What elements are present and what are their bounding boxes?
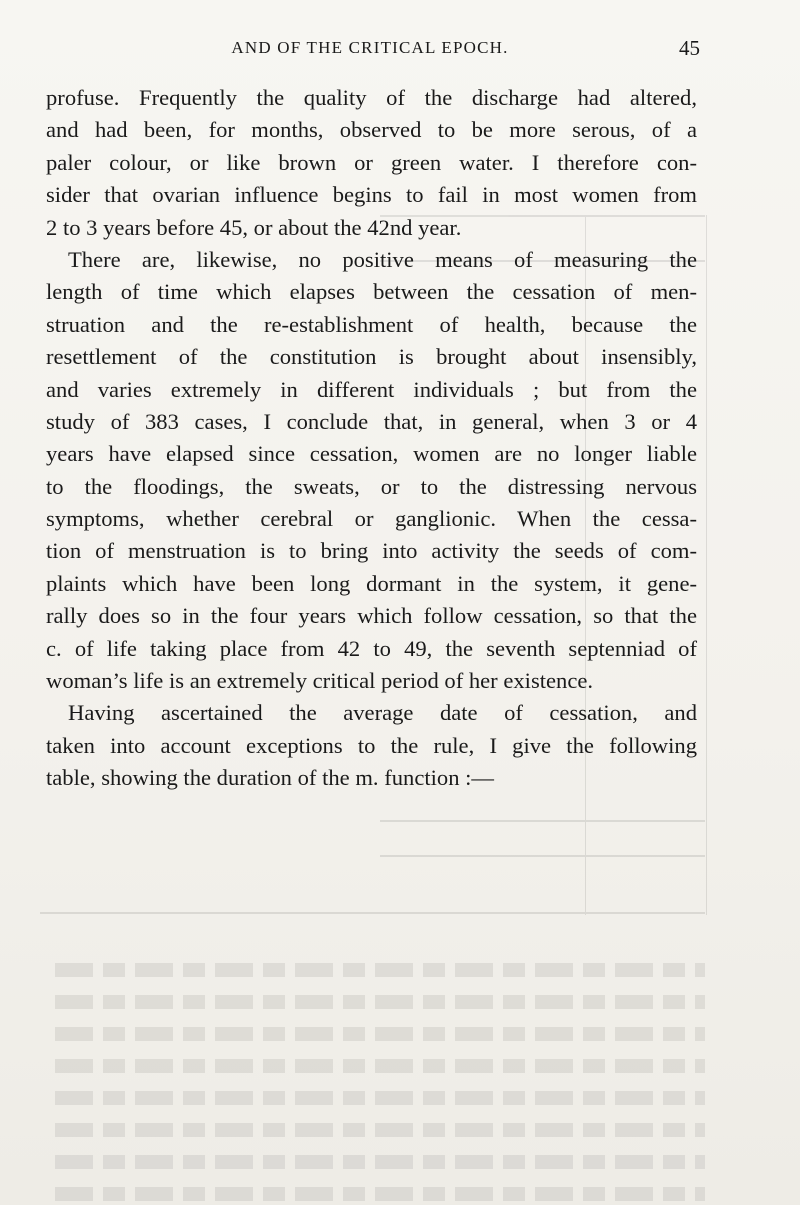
text-line: taken into account exceptions to the rule, I give the following — [46, 732, 697, 758]
text-line: and varies extremely in different individuals ; but from the — [46, 376, 697, 402]
text-line: 2 to 3 years before 45, or about the 42nd year. — [46, 214, 462, 240]
page-number: 45 — [679, 36, 700, 60]
text-line: years have elapsed since cessation, women are no longer liable — [46, 441, 697, 467]
text-line: table, showing the duration of the m. function :— — [46, 765, 495, 791]
paragraph — [46, 82, 697, 244]
text-line: resettlement of the constitution is brought about insensibly, — [46, 344, 697, 370]
text-line: Having ascertained the average date of cessation, and — [68, 700, 697, 726]
text-line: c. of life taking place from 42 to 49, the seventh septenniad of — [46, 635, 697, 661]
text-line: length of time which elapses between the cessation of men- — [46, 279, 697, 305]
running-head — [40, 36, 700, 66]
text-line: woman’s life is an extremely critical period of her existence. — [46, 668, 594, 694]
text-line: paler colour, or like brown or green water. I therefore con- — [46, 149, 697, 175]
text-line: sider that ovarian influence begins to fail in most women from — [46, 182, 697, 208]
paragraph — [46, 697, 697, 794]
text-line: There are, likewise, no positive means of measuring the — [68, 246, 697, 272]
text-line: struation and the re-establishment of health, because the — [46, 311, 697, 337]
running-title: AND OF THE CRITICAL EPOCH. — [231, 38, 509, 57]
body-text — [46, 82, 697, 795]
text-line: and had been, for months, observed to be more serous, of a — [46, 117, 697, 143]
text-line: symptoms, whether cerebral or ganglionic. When the cessa- — [46, 506, 697, 532]
text-line: plaints which have been long dormant in the system, it gene- — [46, 570, 697, 596]
text-line: rally does so in the four years which follow cessation, so that the — [46, 603, 697, 629]
text-line: to the floodings, the sweats, or to the distressing nervous — [46, 473, 697, 499]
text-line: study of 383 cases, I conclude that, in general, when 3 or 4 — [46, 408, 697, 434]
text-line: profuse. Frequently the quality of the discharge had altered, — [46, 85, 697, 110]
text-line: tion of menstruation is to bring into activity the seeds of com- — [46, 538, 697, 564]
paragraph — [46, 244, 697, 697]
